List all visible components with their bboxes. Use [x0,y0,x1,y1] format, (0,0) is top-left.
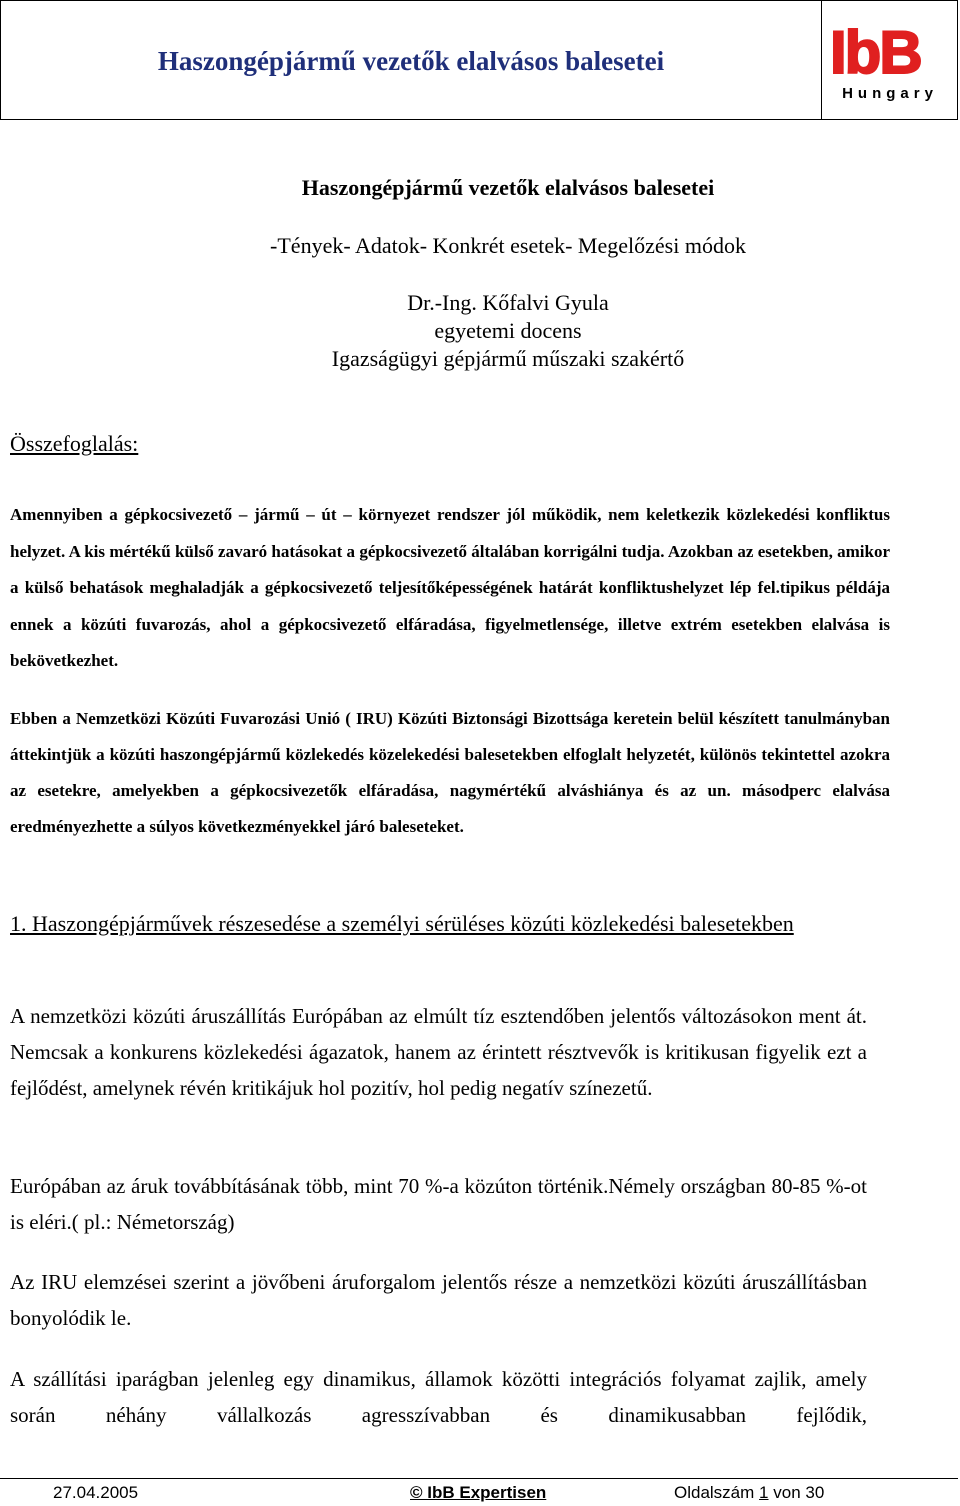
author-position: egyetemi docens [434,318,582,343]
document-title: Haszongépjármű vezetők elalvásos balesetei [301,175,715,200]
author-role: Igazságügyi gépjármű műszaki szakértő [331,346,685,371]
footer-page-of: von 30 [773,1483,825,1502]
footer-date: 27.04.2005 [53,1483,139,1502]
logo-subtitle: Hungary [842,85,938,102]
header-title: Haszongépjármű vezetők elalvásos balesetei [157,45,665,76]
page-footer [0,1478,958,1505]
footer-page-label: Oldalszám [674,1483,755,1502]
ibb-logo-mark [830,23,950,81]
summary-heading: Összefoglalás: [10,431,139,456]
summary-paragraph-1: Amennyiben a gépkocsivezető – jármű – út – környezet rendszer jól működik, nem keletkezik közlekedési konfliktus helyzet. A kis mértékű külső zavaró hatásokat a gépkocsivezető általában korrigálni tudja. Azokban az esetekben, amikor a külső behatások meghaladják a gépkocsivezető teljesítőképességének határát konfliktushelyzet lép fel.tipikus példája ennek a közúti fuvarozás, ahol a gépkocsivezető elfáradása, figyelmetlensége, illetve extrém esetekben elalvása is bekövetkezhet. [10,505,890,670]
ibb-logo [821,1,958,119]
section-1-paragraph-1: A nemzetközi közúti áruszállítás Európában az elmúlt tíz esztendőben jelentős változásokon ment át. Nemcsak a konkurens közlekedési ágazatok, hanem az érintett résztvevők is kritikusan figyelik ezt a fejlődést, amelynek révén kritikájuk hol pozitív, hol pedig negatív színezetű. [10,1004,867,1100]
section-1-paragraph-2: Európában az áruk továbbításának több, mint 70 %-a közúton történik.Némely országban 80-85 %-ot is eléri.( pl.: Németország) [10,1174,867,1234]
footer-page-info [674,1483,824,1503]
footer-page-number: 1 [759,1483,769,1502]
logo-text: IbB [830,23,921,81]
footer-copyright: © IbB Expertisen [410,1483,547,1502]
document-subtitle: -Tények- Adatok- Konkrét esetek- Megelőzési módok [270,233,746,258]
author-block [0,289,960,373]
section-1-paragraph-4: A szállítási iparágban jelenleg egy dinamikus, államok közötti integrációs folyamat zajlik, amely során néhány vállalkozás agresszívabban és dinamikusabban fejlődik, [10,1367,867,1427]
page-header [0,0,958,120]
section-1-heading: 1. Haszongépjárművek részesedése a személyi sérüléses közúti közlekedési balesetekben [10,911,794,936]
author-name: Dr.-Ing. Kőfalvi Gyula [407,290,609,315]
summary-paragraph-2: Ebben a Nemzetközi Közúti Fuvarozási Unió ( IRU) Közúti Biztonsági Bizottsága keretein belül készített tanulmányban áttekintjük a közúti haszongépjármű közlekedés közelekedési balesetekben elfoglalt helyzetét, különös tekintettel azokra az esetekre, amelyekben a gépkocsivezetők elfáradása, nagymértékű alváshiánya és az un. másodperc elalvása eredményezhette a súlyos következményekkel járó baleseteket. [10,709,890,836]
section-1-paragraph-3: Az IRU elemzései szerint a jövőbeni áruforgalom jelentős része a nemzetközi közúti áruszállításban bonyolódik le. [10,1270,867,1330]
